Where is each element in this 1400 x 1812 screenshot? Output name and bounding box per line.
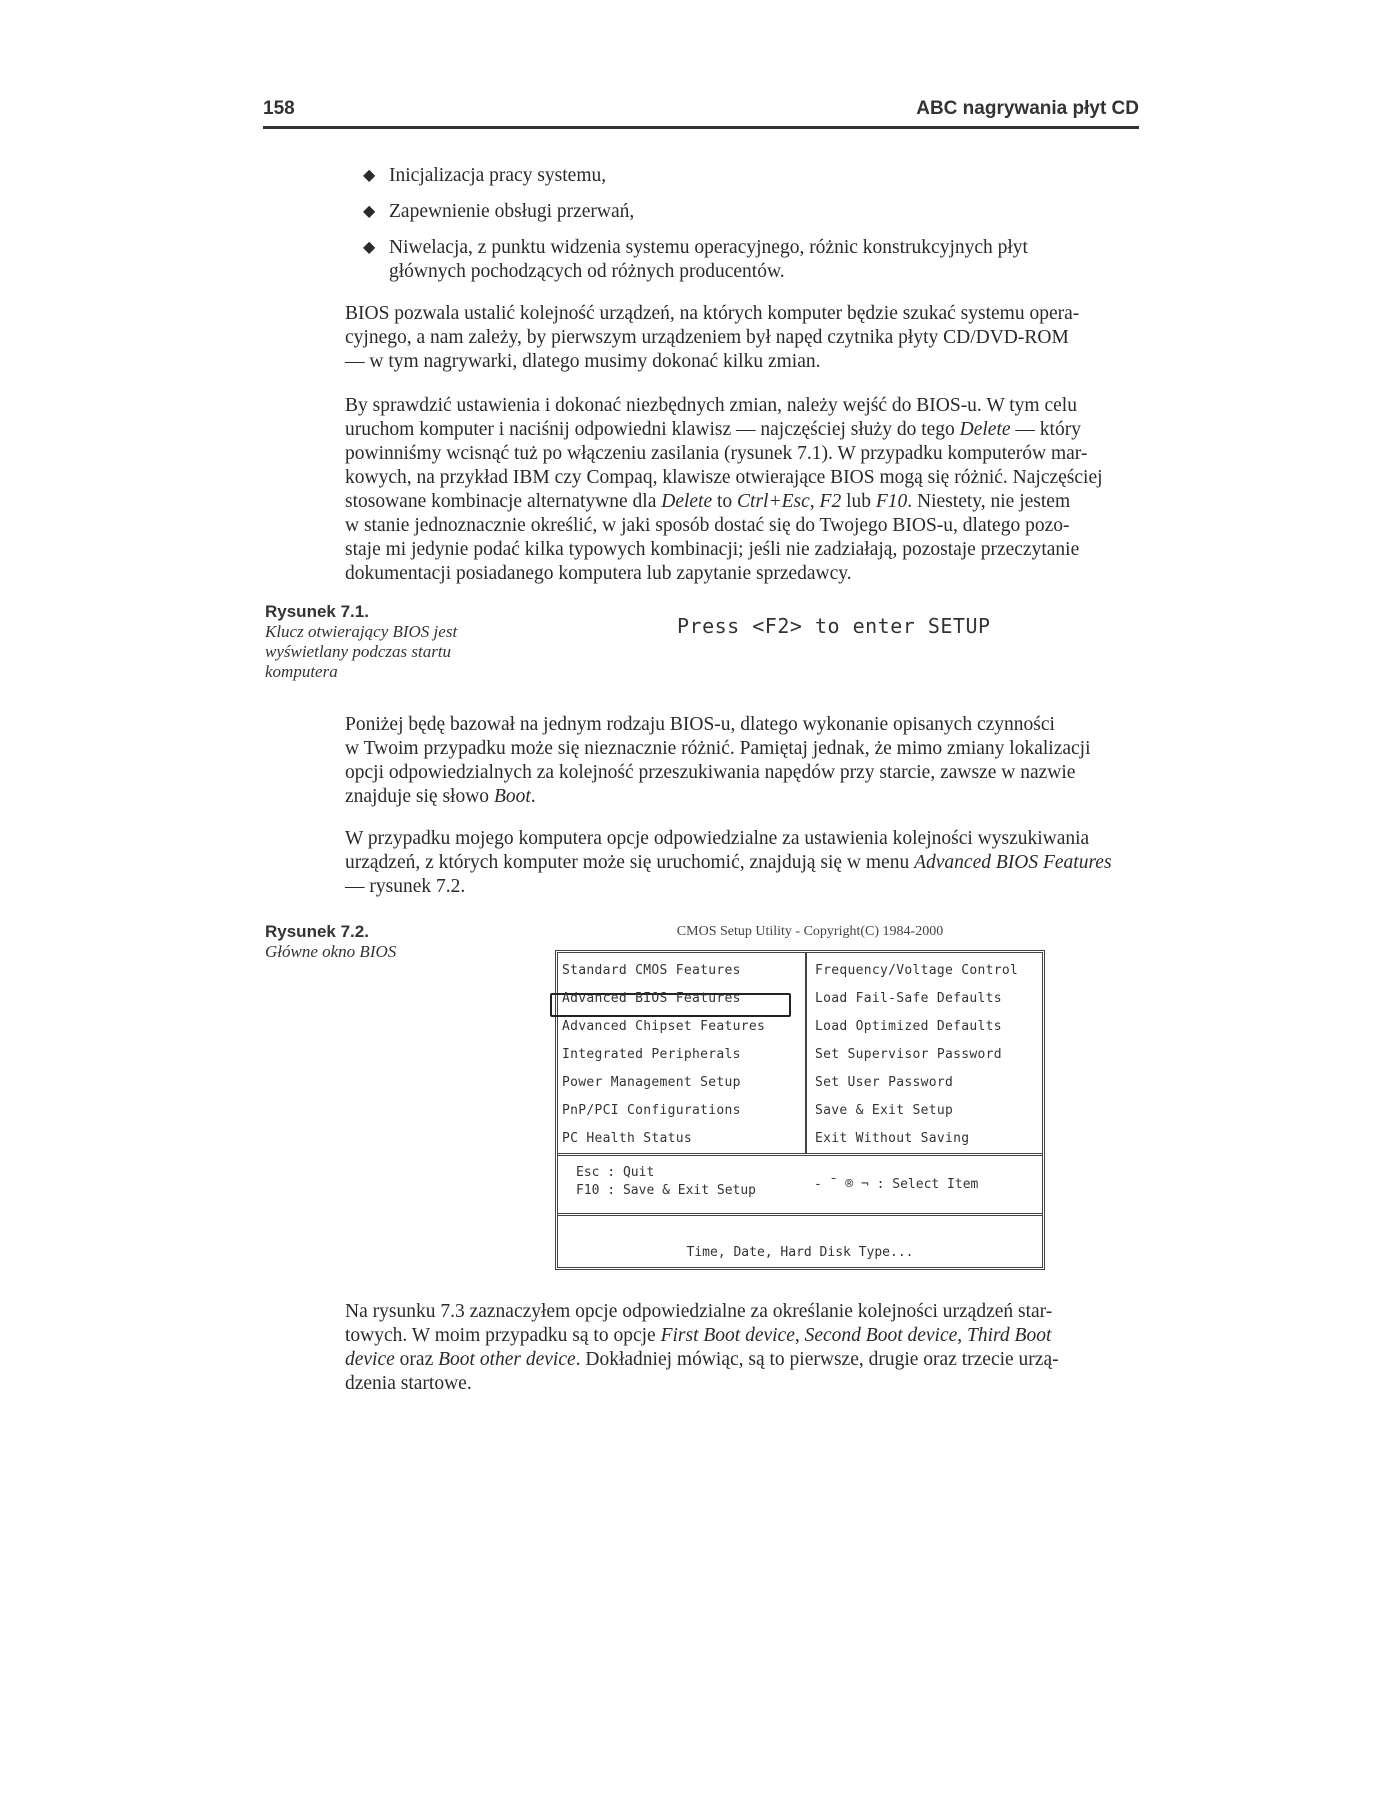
press-f2-screen-text: Press <F2> to enter SETUP (677, 614, 991, 638)
figure-label: Rysunek 7.1. (265, 602, 369, 621)
diamond-bullet-icon: ◆ (363, 167, 376, 184)
bios-menu-item[interactable]: Power Management Setup (562, 1075, 741, 1090)
bios-menu-item[interactable]: Load Fail-Safe Defaults (815, 991, 1002, 1006)
page-header (263, 96, 1139, 129)
bios-menu-item[interactable]: Frequency/Voltage Control (815, 963, 1019, 978)
bios-right-menu (805, 953, 1047, 1153)
bios-menu-item[interactable]: Set User Password (815, 1075, 954, 1090)
bios-menu-item[interactable]: Set Supervisor Password (815, 1047, 1002, 1062)
paragraph-2: By sprawdzić ustawienia i dokonać niezbędnych zmian, należy wejść do BIOS-u. W tym celu uruchom komputer i naciśnij odpowiedni klawisz — najczęściej służy do tego Delete — który powinniśmy wcisnąć tuż po włączeniu zasilania (rysunek 7.1). W przypadku komputerów mar- kowych, na przykład IBM czy Compaq, klawisze otwierające BIOS mogą się różnić. Najczęściej stosowane kombinacje alternatywne dla Delete to Ctrl+Esc, F2 lub F10. Niestety, nie jestem w stanie jednoznacznie określić, w jaki sposób dostać się do Twojego BIOS-u, dlatego pozo- staje mi jedynie podać kilka typowych kombinacji; jeśli nie zadziałają, pozostaje przeczytanie dokumentacji posiadanego komputera lub zapytanie sprzedawcy. (345, 395, 1103, 584)
bios-main-screen (555, 950, 1045, 1270)
paragraph-4: W przypadku mojego komputera opcje odpowiedzialne za ustawienia kolejności wyszukiwania urządzeń, z których komputer może się uruchomić, znajdują się w menu Advanced BIOS Features — rysunek 7.2. (345, 828, 1112, 897)
divider (558, 1213, 1042, 1216)
bios-menu-item[interactable]: Exit Without Saving (815, 1131, 970, 1146)
paragraph-5: Na rysunku 7.3 zaznaczyłem opcje odpowiedzialne za określanie kolejności urządzeń star- towych. W moim przypadku są to opcje First Boot device, Second Boot device, Third Boot device oraz Boot other device. Dokładniej mówiąc, są to pierwsze, drugie oraz trzecie urzą- dzenia startowe. (345, 1301, 1059, 1394)
select-item-hint: - ¯ ® ¬ : Select Item (814, 1177, 979, 1192)
page-number: 158 (263, 98, 295, 119)
bios-menu-item[interactable]: Load Optimized Defaults (815, 1019, 1002, 1034)
paragraph-3: Poniżej będę bazował na jednym rodzaju BIOS-u, dlatego wykonanie opisanych czynności w Twoim przypadku może się nieznacznie różnić. Pamiętaj jednak, że mimo zmiany lokalizacji opcji odpowiedzialnych za kolejność przeszukiwania napędów przy starcie, zawsze w nazwie znajduje się słowo Boot. (345, 714, 1091, 807)
bios-menu-item[interactable]: Advanced Chipset Features (562, 1019, 766, 1034)
figure-2-caption: Rysunek 7.2. Główne okno BIOS (265, 922, 495, 962)
bios-menu-item[interactable]: Standard CMOS Features (562, 963, 741, 978)
figure-label: Rysunek 7.2. (265, 922, 369, 941)
list-item: ◆ Niwelacja, z punktu widzenia systemu operacyjnego, różnic konstrukcyjnych płyt głównych pochodzących od różnych producentów. (363, 237, 1028, 282)
bios-footer-help: Time, Date, Hard Disk Type... (686, 1245, 914, 1260)
figure-1-caption: Rysunek 7.1. Klucz otwierający BIOS jest wyświetlany podczas startu komputera (265, 602, 495, 682)
bios-menu-item[interactable]: Integrated Peripherals (562, 1047, 741, 1062)
book-title: ABC nagrywania płyt CD (916, 98, 1139, 119)
diamond-bullet-icon: ◆ (363, 239, 376, 256)
bios-menu-item[interactable]: Save & Exit Setup (815, 1103, 954, 1118)
diamond-bullet-icon: ◆ (363, 203, 376, 220)
bios-menu-item-advanced-bios[interactable]: Advanced BIOS Features (562, 991, 741, 1006)
bios-menu-item[interactable]: PnP/PCI Configurations (562, 1103, 741, 1118)
bios-left-menu (558, 953, 803, 1153)
list-item: ◆ Inicjalizacja pracy systemu, (363, 165, 607, 186)
list-item: ◆ Zapewnienie obsługi przerwań, (363, 201, 635, 222)
key-hint: Esc : Quit (576, 1165, 655, 1180)
bios-menu-item[interactable]: PC Health Status (562, 1131, 693, 1146)
cmos-setup-title: CMOS Setup Utility - Copyright(C) 1984-2000 (676, 924, 944, 939)
paragraph-1: BIOS pozwala ustalić kolejność urządzeń, na których komputer będzie szukać systemu opera- cyjnego, a nam zależy, by pierwszym urządzeniem był napęd czytnika płyty CD/DVD-ROM — w tym nagrywarki, dlatego musimy dokonać kilku zmian. (345, 303, 1080, 372)
key-hint: F10 : Save & Exit Setup (576, 1183, 757, 1198)
bullet-list (363, 164, 1139, 296)
divider (558, 1153, 1042, 1156)
